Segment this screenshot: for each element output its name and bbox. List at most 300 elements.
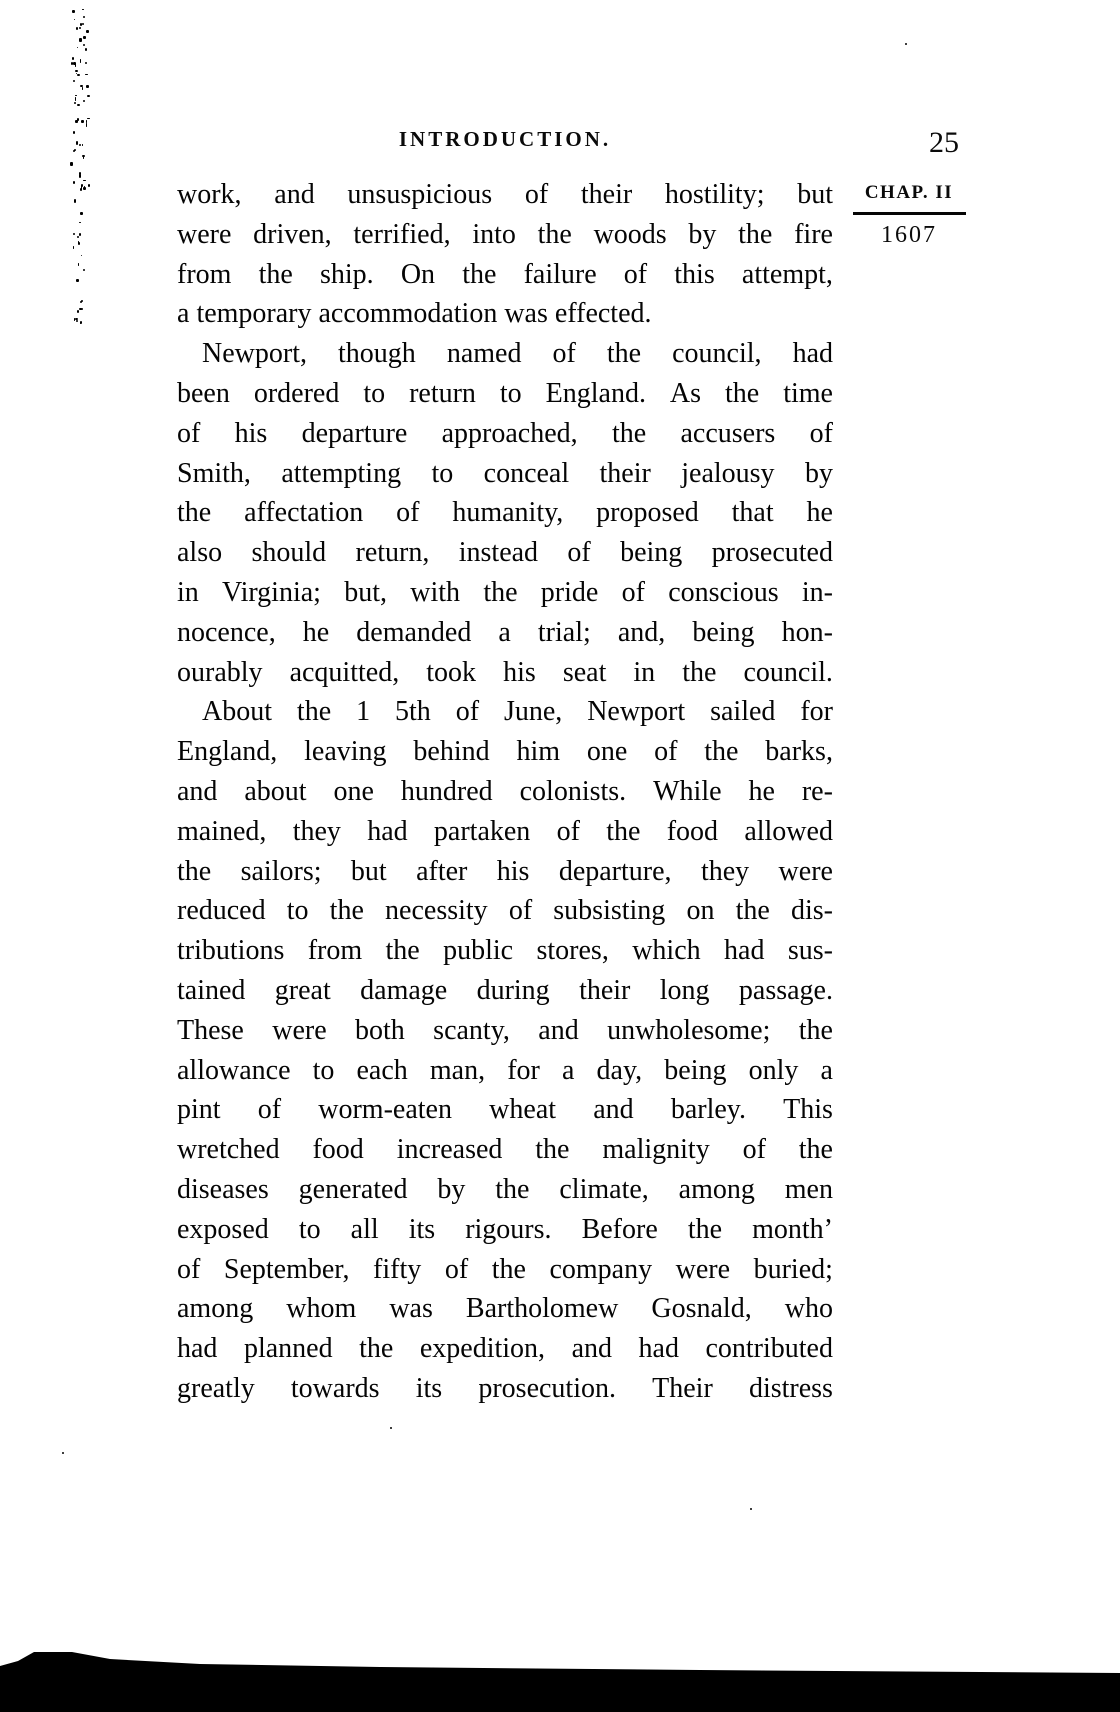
noise-speck bbox=[73, 181, 75, 185]
body-text-block bbox=[177, 174, 833, 1408]
text-line bbox=[177, 811, 833, 851]
noise-speck bbox=[75, 70, 78, 72]
word: they bbox=[292, 815, 341, 847]
word: the bbox=[798, 1134, 833, 1166]
noise-speck bbox=[81, 184, 83, 188]
word: one bbox=[333, 775, 374, 807]
word: rigours. bbox=[465, 1213, 552, 1245]
text-line bbox=[177, 691, 833, 731]
word: England. bbox=[545, 377, 646, 409]
word: after bbox=[416, 855, 468, 887]
word: driven, bbox=[253, 218, 332, 250]
word: only bbox=[748, 1054, 799, 1086]
word: of bbox=[524, 179, 549, 210]
word: and bbox=[177, 775, 218, 807]
word: to bbox=[286, 895, 309, 927]
word: being bbox=[620, 537, 683, 569]
word: this bbox=[674, 258, 715, 290]
word: had bbox=[638, 1333, 679, 1365]
text-line bbox=[177, 214, 833, 254]
word: stores, bbox=[536, 935, 609, 967]
text-line bbox=[177, 254, 833, 294]
word: had bbox=[367, 815, 408, 847]
word: of bbox=[809, 417, 833, 449]
word: should bbox=[251, 537, 327, 569]
text-line bbox=[177, 333, 833, 373]
word: food bbox=[666, 815, 719, 847]
word: pint bbox=[177, 1094, 221, 1126]
noise-speck bbox=[79, 308, 82, 311]
noise-speck bbox=[79, 144, 81, 147]
noise-speck bbox=[77, 236, 79, 238]
noise-speck bbox=[80, 301, 82, 303]
word: his bbox=[503, 656, 536, 688]
word: of bbox=[455, 696, 480, 728]
word: in- bbox=[801, 576, 833, 608]
text-line bbox=[177, 652, 833, 692]
word: accommodation bbox=[318, 298, 498, 330]
noise-speck bbox=[75, 97, 76, 100]
word: of bbox=[444, 1253, 469, 1285]
noise-speck bbox=[85, 74, 88, 76]
word: 5th bbox=[394, 696, 431, 728]
noise-speck bbox=[390, 1427, 392, 1429]
running-header-title: INTRODUCTION. bbox=[398, 127, 612, 151]
word: a bbox=[498, 616, 511, 648]
text-line bbox=[177, 532, 833, 572]
word: from bbox=[307, 935, 363, 967]
noise-speck bbox=[75, 120, 78, 123]
word: temporary bbox=[196, 298, 312, 330]
word: the bbox=[735, 895, 770, 927]
word: greatly bbox=[177, 1372, 255, 1404]
margin-chapter-label: CHAP. II bbox=[864, 182, 954, 203]
word: council, bbox=[672, 338, 762, 370]
word: one bbox=[586, 736, 628, 768]
word: passage. bbox=[738, 974, 833, 1006]
word: were bbox=[177, 218, 232, 250]
word: humanity, bbox=[452, 497, 564, 529]
word: allowance bbox=[177, 1054, 291, 1086]
word: return, bbox=[355, 537, 430, 569]
word: also bbox=[177, 537, 223, 569]
word: he bbox=[748, 775, 775, 807]
word: the bbox=[177, 497, 212, 529]
word: the bbox=[687, 1213, 723, 1245]
noise-speck bbox=[74, 102, 76, 104]
word: unwholesome; bbox=[607, 1014, 771, 1046]
word: being bbox=[664, 1054, 727, 1086]
word: company bbox=[549, 1253, 653, 1285]
word: the bbox=[359, 1333, 394, 1365]
word: the bbox=[704, 736, 739, 768]
text-line bbox=[177, 1368, 833, 1408]
noise-speck bbox=[88, 184, 90, 187]
noise-speck bbox=[74, 19, 75, 20]
noise-speck bbox=[80, 85, 82, 87]
word: pride bbox=[540, 576, 599, 608]
word: mained, bbox=[177, 815, 267, 847]
word: of bbox=[567, 537, 591, 569]
word: nocence, bbox=[177, 616, 276, 648]
noise-speck bbox=[74, 199, 76, 203]
noise-speck bbox=[79, 172, 81, 174]
word: barley. bbox=[670, 1094, 746, 1126]
noise-speck bbox=[81, 120, 84, 123]
word: by bbox=[804, 457, 833, 489]
word: allowed bbox=[744, 815, 833, 847]
margin-notes-column bbox=[850, 183, 968, 247]
word: he bbox=[806, 497, 833, 529]
word: whom bbox=[286, 1293, 357, 1325]
noise-speck bbox=[73, 131, 75, 134]
word: barks, bbox=[765, 736, 833, 768]
text-line bbox=[177, 1129, 833, 1169]
word: conceal bbox=[483, 457, 570, 489]
text-line bbox=[177, 373, 833, 413]
word: the bbox=[385, 935, 420, 967]
word: which bbox=[632, 935, 701, 967]
noise-speck bbox=[81, 308, 83, 309]
noise-speck bbox=[80, 59, 81, 63]
noise-speck bbox=[82, 9, 83, 10]
word: Gosnald, bbox=[651, 1293, 752, 1325]
word: named bbox=[446, 338, 522, 370]
text-line bbox=[177, 453, 833, 493]
noise-speck bbox=[77, 74, 80, 76]
word: fire bbox=[794, 218, 833, 250]
noise-speck bbox=[75, 318, 78, 320]
word: fifty bbox=[373, 1253, 422, 1285]
word: expedition, bbox=[419, 1333, 546, 1365]
word: among bbox=[177, 1293, 254, 1325]
text-line bbox=[177, 731, 833, 771]
word: trial; bbox=[537, 616, 591, 648]
word: by bbox=[437, 1173, 466, 1205]
noise-speck bbox=[77, 310, 79, 313]
word: This bbox=[783, 1094, 833, 1126]
word: the bbox=[258, 258, 293, 290]
margin-year-label: 1607 bbox=[881, 222, 937, 248]
word: generated bbox=[298, 1173, 408, 1205]
word: attempting bbox=[281, 457, 402, 489]
word: sailors; bbox=[240, 855, 322, 887]
word: sus- bbox=[787, 935, 833, 967]
noise-speck bbox=[73, 62, 76, 65]
word: men bbox=[784, 1173, 833, 1205]
word: the bbox=[491, 1253, 526, 1285]
word: their bbox=[579, 974, 631, 1006]
text-line bbox=[177, 890, 833, 930]
word: of bbox=[556, 815, 580, 847]
word: a bbox=[562, 1054, 575, 1086]
word: prosecuted bbox=[711, 537, 833, 569]
word: failure bbox=[523, 258, 597, 290]
word: but, bbox=[344, 576, 387, 608]
word: England, bbox=[177, 736, 278, 768]
noise-speck bbox=[72, 10, 74, 13]
word: been bbox=[177, 377, 230, 409]
noise-speck bbox=[86, 120, 87, 123]
word: approached, bbox=[441, 417, 578, 449]
word: but bbox=[350, 855, 387, 887]
text-line bbox=[177, 572, 833, 612]
text-line bbox=[177, 174, 833, 214]
noise-speck bbox=[73, 80, 75, 82]
word: scanty, bbox=[433, 1014, 510, 1046]
word: to bbox=[499, 377, 522, 409]
noise-speck bbox=[76, 141, 78, 144]
page-number: 25 bbox=[929, 126, 959, 159]
word: time bbox=[783, 377, 833, 409]
text-line bbox=[177, 771, 833, 811]
noise-speck bbox=[79, 38, 82, 41]
word: of bbox=[177, 417, 201, 449]
noise-speck bbox=[86, 85, 88, 88]
text-line bbox=[177, 612, 833, 652]
word: seat bbox=[562, 656, 607, 688]
word: day, bbox=[596, 1054, 643, 1086]
noise-speck bbox=[81, 300, 83, 303]
word: of bbox=[396, 497, 420, 529]
word: accusers bbox=[680, 417, 776, 449]
noise-speck bbox=[82, 155, 85, 156]
noise-speck bbox=[78, 241, 80, 242]
word: partaken bbox=[433, 815, 531, 847]
word: June, bbox=[503, 696, 563, 728]
word: to bbox=[298, 1213, 321, 1245]
text-line bbox=[177, 492, 833, 532]
word: subsisting bbox=[553, 895, 666, 927]
noise-speck bbox=[86, 123, 88, 127]
word: the bbox=[462, 258, 497, 290]
text-line bbox=[177, 1050, 833, 1090]
noise-speck bbox=[62, 1452, 64, 1454]
word: the bbox=[798, 1014, 833, 1046]
word: of bbox=[621, 576, 645, 608]
word: their bbox=[580, 179, 633, 210]
word: the bbox=[682, 656, 717, 688]
noise-speck bbox=[73, 233, 75, 236]
word: On bbox=[400, 258, 436, 290]
word: the bbox=[537, 218, 572, 250]
word: for bbox=[800, 696, 833, 728]
word: towards bbox=[290, 1372, 380, 1404]
word: proposed bbox=[596, 497, 699, 529]
noise-speck bbox=[70, 162, 73, 166]
noise-speck bbox=[73, 150, 75, 152]
word: took bbox=[426, 656, 477, 688]
noise-speck bbox=[71, 62, 73, 65]
noise-speck bbox=[84, 186, 85, 189]
text-line bbox=[177, 413, 833, 453]
word: with bbox=[410, 576, 461, 608]
noise-speck bbox=[76, 279, 78, 282]
word: dis- bbox=[790, 895, 833, 927]
word: he bbox=[302, 616, 330, 648]
noise-speck bbox=[80, 321, 83, 324]
noise-speck bbox=[87, 95, 90, 97]
word: ourably bbox=[177, 656, 263, 688]
word: they bbox=[700, 855, 750, 887]
noise-speck bbox=[79, 27, 81, 29]
word: the bbox=[611, 417, 647, 449]
word: hundred bbox=[400, 775, 493, 807]
word: that bbox=[731, 497, 774, 529]
noise-speck bbox=[75, 95, 77, 96]
word: demanded bbox=[356, 616, 472, 648]
word: ship. bbox=[319, 258, 374, 290]
noise-speck bbox=[83, 180, 85, 182]
word: each bbox=[356, 1054, 408, 1086]
word: and bbox=[571, 1333, 612, 1365]
noise-speck bbox=[83, 187, 86, 189]
noise-speck bbox=[83, 156, 85, 158]
word: Newport bbox=[587, 696, 686, 728]
word: effected. bbox=[554, 298, 652, 330]
noise-speck bbox=[76, 27, 78, 30]
word: to bbox=[312, 1054, 335, 1086]
word: wheat bbox=[489, 1094, 557, 1126]
noise-speck bbox=[74, 149, 76, 151]
word: had bbox=[724, 935, 765, 967]
word: to bbox=[431, 457, 454, 489]
word: damage bbox=[360, 974, 448, 1006]
noise-speck bbox=[87, 118, 90, 119]
word: planned bbox=[243, 1333, 333, 1365]
word: distress bbox=[748, 1372, 833, 1404]
word: who bbox=[784, 1293, 833, 1325]
word: Bartholomew bbox=[465, 1293, 619, 1325]
word: and, bbox=[617, 616, 666, 648]
text-line bbox=[177, 1010, 833, 1050]
word: malignity bbox=[602, 1134, 710, 1166]
word: re- bbox=[801, 775, 833, 807]
noise-speck bbox=[77, 118, 79, 121]
word: its bbox=[415, 1372, 443, 1404]
word: of bbox=[623, 258, 648, 290]
noise-speck bbox=[81, 255, 82, 256]
noise-speck bbox=[76, 320, 78, 322]
word: on bbox=[686, 895, 715, 927]
noise-speck bbox=[78, 242, 80, 245]
word: great bbox=[274, 974, 331, 1006]
margin-rule bbox=[853, 212, 966, 215]
word: acquitted, bbox=[289, 656, 400, 688]
word: departure, bbox=[558, 855, 672, 887]
noise-speck bbox=[76, 73, 78, 74]
word: were bbox=[272, 1014, 327, 1046]
word: and bbox=[538, 1014, 579, 1046]
word: among bbox=[678, 1173, 755, 1205]
word: food bbox=[312, 1134, 364, 1166]
word: September, bbox=[223, 1253, 350, 1285]
word: increased bbox=[396, 1134, 503, 1166]
word: the bbox=[738, 218, 773, 250]
word: tributions bbox=[177, 935, 285, 967]
word: all bbox=[350, 1213, 379, 1245]
noise-speck bbox=[74, 318, 75, 321]
word: conscious bbox=[668, 576, 779, 608]
word: buried; bbox=[753, 1253, 833, 1285]
word: though bbox=[338, 338, 416, 370]
word: return bbox=[409, 377, 476, 409]
word: their bbox=[599, 457, 651, 489]
word: instead bbox=[458, 537, 539, 569]
noise-speck bbox=[85, 48, 87, 51]
word: was bbox=[504, 298, 548, 330]
word: About bbox=[202, 696, 272, 728]
word: of bbox=[654, 736, 678, 768]
noise-speck bbox=[82, 87, 83, 90]
word: but bbox=[797, 179, 833, 210]
word: in bbox=[633, 656, 656, 688]
word: of bbox=[257, 1094, 282, 1126]
noise-speck bbox=[80, 322, 81, 324]
word: contributed bbox=[705, 1333, 833, 1365]
word: from bbox=[177, 258, 232, 290]
word: woods bbox=[593, 218, 667, 250]
word: behind bbox=[413, 736, 490, 768]
word: a bbox=[820, 1054, 833, 1086]
text-line bbox=[177, 851, 833, 891]
noise-speck bbox=[85, 62, 87, 63]
word: the bbox=[606, 815, 641, 847]
word: jealousy bbox=[681, 457, 775, 489]
word: long bbox=[659, 974, 710, 1006]
word: hon- bbox=[781, 616, 833, 648]
word: reduced bbox=[177, 895, 266, 927]
word: Smith, bbox=[177, 457, 251, 489]
word: his bbox=[496, 855, 530, 887]
noise-speck bbox=[81, 185, 82, 188]
word: man, bbox=[429, 1054, 486, 1086]
word: being bbox=[692, 616, 755, 648]
word: diseases bbox=[177, 1173, 269, 1205]
word: a bbox=[177, 298, 190, 330]
word: While bbox=[653, 775, 722, 807]
word: the bbox=[725, 377, 760, 409]
noise-speck bbox=[75, 64, 76, 68]
noise-speck bbox=[82, 144, 83, 147]
word: ordered bbox=[253, 377, 340, 409]
word: in bbox=[177, 576, 199, 608]
word: public bbox=[443, 935, 514, 967]
text-line bbox=[177, 1169, 833, 1209]
word: during bbox=[476, 974, 550, 1006]
word: month’ bbox=[752, 1213, 833, 1245]
word: about bbox=[244, 775, 307, 807]
text-line bbox=[177, 293, 833, 333]
word: the bbox=[535, 1134, 570, 1166]
noise-speck bbox=[79, 233, 81, 235]
word: 1 bbox=[356, 696, 371, 728]
word: the bbox=[177, 855, 212, 887]
word: of bbox=[508, 895, 533, 927]
word: unsuspicious bbox=[347, 179, 493, 210]
word: of bbox=[742, 1134, 766, 1166]
word: As bbox=[669, 377, 702, 409]
word: were bbox=[778, 855, 833, 887]
word: were bbox=[675, 1253, 731, 1285]
word: climate, bbox=[559, 1173, 649, 1205]
word: had bbox=[177, 1333, 218, 1365]
text-line bbox=[177, 1328, 833, 1368]
noise-speck bbox=[83, 36, 86, 39]
word: Virginia; bbox=[222, 576, 321, 608]
noise-speck bbox=[73, 246, 74, 249]
noise-speck bbox=[82, 23, 85, 26]
